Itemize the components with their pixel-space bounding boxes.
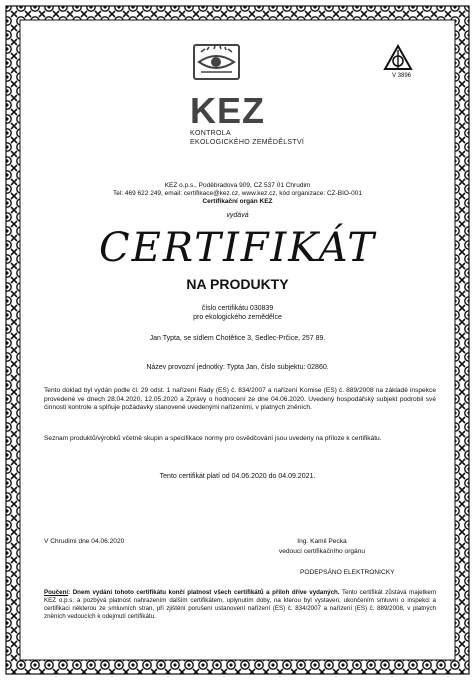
unit-line: Název provozní jednotky: Typta Jan, číslo subjektu: 02860. (146, 364, 329, 371)
eye-icon (195, 46, 238, 78)
certificate-title: CERTIFIKÁT (99, 225, 376, 271)
notice-lead: : Dnem vydání tohoto certifikátu končí platnost všech certifikátů a příloh dříve vydaných. (68, 589, 340, 596)
signed-electronically: PODEPSÁNO ELEKTRONICKY (300, 569, 395, 576)
accreditation-mark-icon (383, 44, 413, 72)
signer-role: vedoucí certifikačního orgánu (278, 548, 366, 555)
certificate-subtitle: NA PRODUKTY (186, 276, 289, 292)
kez-subtitle: KONTROLA EKOLOGICKÉHO ZEMĚDĚLSTVÍ (190, 130, 305, 146)
org-address: KEZ o.p.s., Poděbradova 909, CZ 537 01 Chrudim (164, 182, 311, 189)
issues-label: vydává (226, 212, 249, 219)
notice-label: Poučení (44, 589, 69, 596)
signer-name: Ing. Kamil Pecka (297, 538, 347, 545)
org-body: Certifikační orgán KEZ (202, 198, 273, 205)
validity-line: Tento certifikát platí od 04.06.2020 do 04.09.2021. (159, 473, 316, 480)
place-date: V Chrudimi dne 04.06.2020 (44, 538, 125, 545)
notice-body: Tento certifikát zůstává majetkem KEZ o.p.s. a pozbývá platnost nahrazením dalším certifikátem, uplynutím doby, na kterou byl vystaven, ukončením smluvní o inspekci a certifikaci některou ze smluvních stran, při zjištění porušení ustanovení nařízení (ES) č. 834/2007 a nařízení (ES) č. 889/2008, v platných zněních vedoucích k odejmutí certifikátu. (44, 589, 436, 620)
notice-paragraph (44, 589, 436, 621)
accreditation-code: V 3896 (392, 73, 412, 79)
certificate-number: číslo certifikátu 030839 (201, 305, 274, 312)
org-contact: Tel: 469 622 249, email: certifikace@kez.cz, www.kez.cz, kód organizace: CZ-BIO-001 (112, 190, 362, 197)
certificate-for: pro ekologického zemědělce (193, 314, 282, 321)
products-line: Seznam produktů/výrobků včetně skupin a specifikace normy pro osvědčování jsou uvedeny na příloze k certifikátu. (44, 435, 382, 442)
holder-line: Jan Typta, se sídlem Chotětice 3, Sedlec-Prčice, 257 89. (149, 335, 326, 342)
kez-eye-logo (193, 44, 240, 80)
basis-paragraph: Tento doklad byl vydán podle čl. 29 odst. 1 nařízení Rady (ES) č. 834/2007 a nařízení Komise (ES) č. 889/2008 na základě inspekce provedené ve dnech 28.04.2020, 12.05.2020 a Zprávy o hodnocení ze dne 04.06.2020. Uvedený hospodářský subjekt podrobil své činnosti kontrole a splňuje požadavky stanovené uvedenými nařízeními, v platných zněních. (44, 387, 436, 411)
kez-wordmark: KEZ (190, 90, 265, 131)
